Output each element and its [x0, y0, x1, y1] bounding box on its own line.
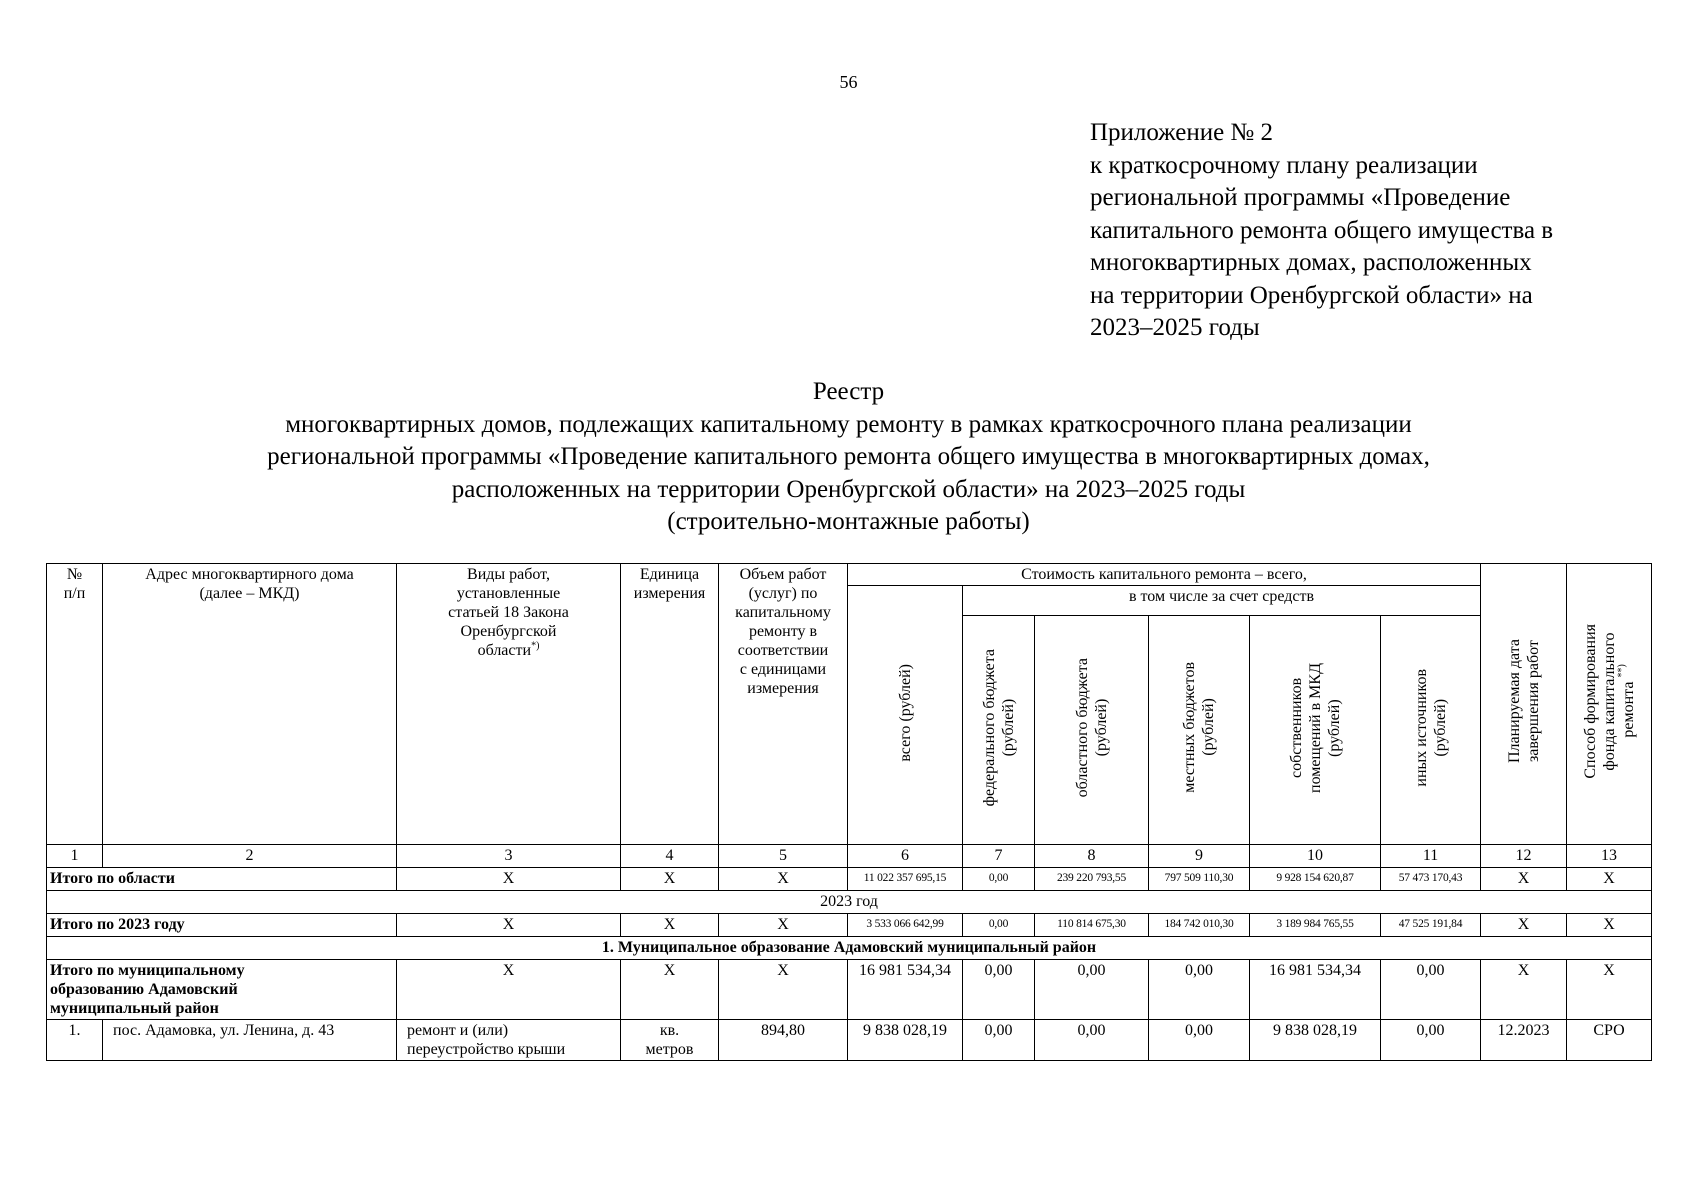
header-cost-group: Стоимость капитального ремонта – всего,	[848, 564, 1481, 586]
total-region-volume: Х	[719, 868, 848, 891]
header-cost-total	[848, 586, 963, 845]
total-region-regional: 239 220 793,55	[1035, 868, 1149, 891]
appendix-block	[1090, 117, 1650, 345]
column-number: 2	[103, 845, 397, 868]
column-number: 1	[47, 845, 103, 868]
header-address: Адрес многоквартирного дома (далее – МКД)	[103, 564, 397, 845]
appendix-line: региональной программы «Проведение	[1090, 184, 1511, 211]
municipality-heading: 1. Муниципальное образование Адамовский муниципальный район	[47, 937, 1652, 960]
total-year-unit: Х	[621, 914, 719, 937]
total-year-owners: 3 189 984 765,55	[1250, 914, 1381, 937]
header-cost-total-text: всего (рублей)	[896, 663, 914, 762]
row-total: 9 838 028,19	[848, 1020, 963, 1061]
year-label: 2023 год	[47, 891, 1652, 914]
total-year-label: Итого по 2023 году	[47, 914, 397, 937]
column-number: 8	[1035, 845, 1149, 868]
title-line: (строительно-монтажные работы)	[667, 508, 1030, 535]
total-year-local: 184 742 010,30	[1149, 914, 1250, 937]
total-municipality-federal: 0,00	[963, 960, 1035, 1020]
total-year-method: Х	[1567, 914, 1652, 937]
title-line: расположенных на территории Оренбургской области» на 2023–2025 годы	[451, 475, 1246, 503]
total-year-regional: 110 814 675,30	[1035, 914, 1149, 937]
row-owners: 9 838 028,19	[1250, 1020, 1381, 1061]
title-heading: Реестр	[812, 378, 885, 405]
appendix-line: Приложение № 2	[1090, 119, 1274, 146]
total-year-date: Х	[1481, 914, 1567, 937]
header-local	[1149, 616, 1250, 845]
row-federal: 0,00	[963, 1020, 1035, 1061]
total-region-owners: 9 928 154 620,87	[1250, 868, 1381, 891]
header-cost-including: в том числе за счет средств	[963, 586, 1481, 616]
total-municipality-row	[47, 960, 1652, 1020]
row-num: 1.	[47, 1020, 103, 1061]
total-region-other: 57 473 170,43	[1381, 868, 1481, 891]
column-number: 13	[1567, 845, 1652, 868]
footnote-mark: *)	[531, 640, 540, 652]
appendix-line: на территории Оренбургской области» на	[1090, 281, 1533, 309]
header-other-text: иных источников (рублей)	[1412, 668, 1449, 787]
header-num: № п/п	[47, 564, 103, 845]
row-address: пос. Адамовка, ул. Ленина, д. 43	[103, 1020, 397, 1061]
header-work-types	[397, 564, 621, 845]
column-number: 3	[397, 845, 621, 868]
total-region-federal: 0,00	[963, 868, 1035, 891]
header-volume: Объем работ (услуг) по капитальному ремонту в соответствии с единицами измерения	[719, 564, 848, 845]
total-municipality-unit: Х	[621, 960, 719, 1020]
total-municipality-date: Х	[1481, 960, 1567, 1020]
header-federal	[963, 616, 1035, 845]
footnote-mark: **)	[1616, 664, 1628, 679]
header-owners	[1250, 616, 1381, 845]
total-municipality-total: 16 981 534,34	[848, 960, 963, 1020]
column-number: 6	[848, 845, 963, 868]
document-title	[0, 376, 1697, 539]
total-region-label: Итого по области	[47, 868, 397, 891]
header-unit: Единица измерения	[621, 564, 719, 845]
total-municipality-label: Итого по муниципальному образованию Адамовский муниципальный район	[47, 960, 397, 1020]
row-method: СРО	[1567, 1020, 1652, 1061]
row-unit: кв. метров	[621, 1020, 719, 1061]
header-regional-text: областного бюджета (рублей)	[1073, 657, 1110, 798]
appendix-line: 2023–2025 годы	[1090, 314, 1260, 341]
column-number: 9	[1149, 845, 1250, 868]
total-year-volume: Х	[719, 914, 848, 937]
total-municipality-other: 0,00	[1381, 960, 1481, 1020]
row-regional: 0,00	[1035, 1020, 1149, 1061]
total-year-row	[47, 914, 1652, 937]
total-year-work: Х	[397, 914, 621, 937]
total-region-date: Х	[1481, 868, 1567, 891]
header-owners-text: собственников помещений в МКД (рублей)	[1287, 662, 1343, 793]
total-municipality-regional: 0,00	[1035, 960, 1149, 1020]
header-fund-method-text: Способ формирования фонда капитального ремонта **)	[1581, 624, 1637, 779]
column-number: 12	[1481, 845, 1567, 868]
row-volume: 894,80	[719, 1020, 848, 1061]
appendix-line: многоквартирных домах, расположенных	[1090, 249, 1532, 276]
header-local-text: местных бюджетов (рублей)	[1181, 662, 1217, 793]
municipality-heading-row	[47, 937, 1652, 960]
column-number: 4	[621, 845, 719, 868]
row-local: 0,00	[1149, 1020, 1250, 1061]
total-municipality-local: 0,00	[1149, 960, 1250, 1020]
registry-table	[46, 563, 1652, 1061]
total-municipality-volume: Х	[719, 960, 848, 1020]
header-planned-date	[1481, 564, 1567, 845]
row-other: 0,00	[1381, 1020, 1481, 1061]
total-region-local: 797 509 110,30	[1149, 868, 1250, 891]
column-number: 11	[1381, 845, 1481, 868]
total-municipality-method: Х	[1567, 960, 1652, 1020]
total-municipality-work: Х	[397, 960, 621, 1020]
year-row	[47, 891, 1652, 914]
total-region-work: Х	[397, 868, 621, 891]
page-number: 56	[839, 72, 858, 92]
table-row	[47, 1020, 1652, 1061]
column-number: 10	[1250, 845, 1381, 868]
header-regional	[1035, 616, 1149, 845]
total-municipality-owners: 16 981 534,34	[1250, 960, 1381, 1020]
row-date: 12.2023	[1481, 1020, 1567, 1061]
total-year-federal: 0,00	[963, 914, 1035, 937]
column-number: 5	[719, 845, 848, 868]
header-fund-method	[1567, 564, 1652, 845]
header-other	[1381, 616, 1481, 845]
total-region-total: 11 022 357 695,15	[848, 868, 963, 891]
column-number: 7	[963, 845, 1035, 868]
appendix-line: капитального ремонта общего имущества в	[1090, 216, 1554, 244]
appendix-line: к краткосрочному плану реализации	[1090, 151, 1478, 179]
total-year-total: 3 533 066 642,99	[848, 914, 963, 937]
title-line: региональной программы «Проведение капитального ремонта общего имущества в многоквартирных домах,	[267, 443, 1430, 470]
total-year-other: 47 525 191,84	[1381, 914, 1481, 937]
total-region-row	[47, 868, 1652, 891]
header-work-types-text: Виды работ, установленные статьей 18 Закона Оренбургской области	[448, 566, 569, 659]
header-row	[47, 564, 1652, 586]
title-line: многоквартирных домов, подлежащих капитальному ремонту в рамках краткосрочного плана реализации	[285, 410, 1412, 438]
total-region-method: Х	[1567, 868, 1652, 891]
row-work-type: ремонт и (или) переустройство крыши	[397, 1020, 621, 1061]
header-planned-date-text: Планируемая дата завершения работ	[1505, 639, 1542, 764]
total-region-unit: Х	[621, 868, 719, 891]
column-number-row	[47, 845, 1652, 868]
header-federal-text: федерального бюджета (рублей)	[980, 648, 1017, 807]
